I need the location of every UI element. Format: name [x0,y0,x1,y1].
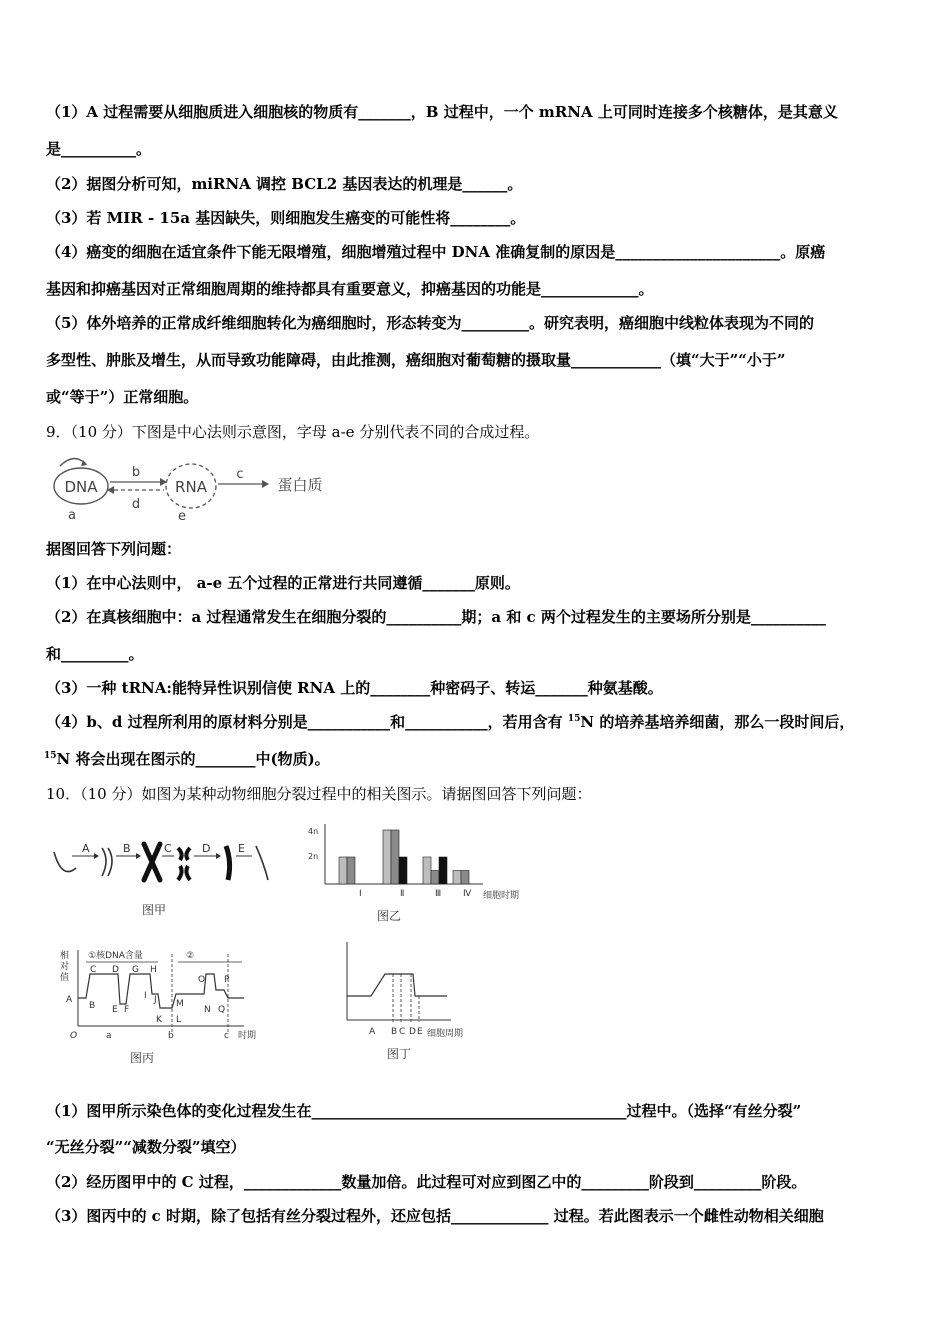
figure-bing [58,946,278,1068]
chromo-1 [54,852,76,872]
central-dogma-figure [48,452,338,524]
q10-line-3: （2）经历图甲中的 C 过程，_____________数量加倍。此过程可对应到图乙中的_________阶段到_________阶段。 [46,1173,807,1191]
label-a: a [68,508,76,523]
q9-stem-text: 下图是中心法则示意图，字母 a-e 分别代表不同的合成过程。 [131,423,540,441]
bing-letter-M: M [176,999,184,1009]
bing-letter-P: P [224,975,230,985]
chromo-4b [178,866,190,880]
q8-line-3: （2）据图分析可知，miRNA 调控 BCL2 基因表达的机理是______。 [46,175,523,193]
yi-xlabel: 细胞时期 [483,891,520,901]
q9-line-3: 和_________。 [46,645,144,663]
yi-bar-2-1 [383,830,391,884]
yi-caption: 图乙 [377,909,402,923]
bing-letter-I: I [144,991,147,1001]
q9-line-4: （3）一种 tRNA:能特异性识别信使 RNA 上的________种密码子、转运_______种氨基酸。 [46,679,663,697]
arrowhead-A [94,853,99,859]
yi-bar-3-2 [431,871,439,885]
q8-line-1: （1）A 过程需要从细胞质进入细胞核的物质有_______，B 过程中，一个 mRNA 上可同时连接多个核糖体，是其意义 [46,103,838,121]
ding-xtick-C: C [399,1027,406,1037]
bing-ylabel-3: 值 [60,973,70,983]
figure-ding [335,938,495,1062]
bing-ylabel-1: 相 [60,951,70,961]
bing-ylabel-2: 对 [60,962,70,972]
yi-bar-4-1 [453,871,461,885]
q10-number: 10．（10 分） [46,785,142,803]
bing-letter-G: G [132,965,139,975]
bing-curve [78,974,244,1008]
rna-label: RNA [175,478,207,496]
q10-stem-text: 如图为某种动物细胞分裂过程中的相关图示。请据图回答下列问题： [141,785,592,803]
figure-jia [50,832,280,922]
q9-line-5 [46,711,916,733]
chromo-6 [256,846,268,880]
ding-xtick-B: B [391,1027,398,1037]
q9-line-5a: （4）b、d 过程所利用的原材料分别是___________和___________，若用含有 [46,713,568,731]
bing-letter-D: D [112,965,119,975]
bing-letter-E: E [112,1005,118,1015]
bing-letter-C: C [90,965,97,975]
chromo-5 [226,846,230,880]
q8-line-9: 或“等于”）正常细胞。 [46,388,199,406]
chromo-2a [102,848,106,876]
arrowhead-c [262,480,269,488]
bing-letter-A: A [66,995,73,1005]
q9-sup-15a: 15 [567,714,581,724]
jia-label-B: B [123,842,131,855]
ding-curve [347,974,447,996]
q8-line-8: 多型性、肿胀及增生，从而导致功能障碍，由此推测，癌细胞对葡萄糖的摄取量____________（填“大于”“小于” [46,351,786,369]
bing-letter-B: B [89,1001,96,1011]
jia-caption: 图甲 [142,903,167,917]
figure-yi [305,818,535,928]
q9-line-2: （2）在真核细胞中：a 过程通常发生在细胞分裂的__________期；a 和 c 两个过程发生的主要场所分别是__________ [46,608,826,626]
q8-line-7: （5）体外培养的正常成纤维细胞转化为癌细胞时，形态转变为_________。研究表明，癌细胞中线粒体表现为不同的 [46,314,814,332]
q9-line-6 [44,748,914,770]
q8-line-2: 是__________。 [46,140,152,158]
q10-line-2: “无丝分裂”“减数分裂”填空） [46,1138,246,1156]
yi-bar-3-3 [439,857,447,884]
yi-bar-1-2 [347,857,355,884]
yi-cat-3: Ⅲ [435,889,442,899]
ding-xtick-E: E [417,1027,423,1037]
q8-line-5: （4）癌变的细胞在适宜条件下能无限增殖，细胞增殖过程中 DNA 准确复制的原因是______________________。原癌 [46,243,826,261]
q9-intro: 据图回答下列问题： [46,540,182,558]
q8-line-6: 基因和抑癌基因对正常细胞周期的维持都具有重要意义，抑癌基因的功能是_____________。 [46,280,654,298]
bing-letter-F: F [124,1005,130,1015]
yi-cat-4: Ⅳ [463,889,472,899]
q10-stem [46,783,916,805]
bing-letter-H: H [150,965,157,975]
chromo-4a [178,848,190,860]
label-d: d [131,497,141,512]
ding-xtick-D: D [409,1027,416,1037]
yi-cat-1: Ⅰ [359,889,362,899]
label-e: e [178,509,186,524]
bing-legend-2: ② [186,951,195,961]
yi-bar-2-3 [399,857,407,884]
jia-label-A: A [82,842,90,855]
label-c: c [236,467,244,482]
bing-letter-L: L [176,1015,182,1025]
bing-letter-N: N [204,1005,211,1015]
protein-label: 蛋白质 [277,476,323,494]
q10-line-1: （1）图甲所示染色体的变化过程发生在__________________________________________过程中。（选择“有丝分裂” [46,1102,802,1120]
jia-label-D: D [202,842,211,855]
bing-xtick-a: a [106,1031,112,1041]
jia-label-C: C [164,842,172,855]
bing-legend-1: ①核DNA含量 [88,951,143,961]
ding-xlabel: 细胞周期 [427,1029,464,1039]
q10-line-4: （3）图丙中的 c 时期，除了包括有丝分裂过程外，还应包括_____________ 过程。若此图表示一个雌性动物相关细胞 [46,1207,824,1225]
bing-xtick-c: c [224,1031,229,1041]
q9-line-5b: N 的培养基培养细菌，那么一段时间后， [580,713,855,731]
chromo-3 [144,844,160,880]
bing-xtick-O: O [70,1031,78,1041]
q9-stem [46,421,916,443]
yi-bar-2-2 [391,830,399,884]
bing-letter-Q: Q [218,1005,226,1015]
bing-letter-J: J [154,995,157,1005]
yi-ytick-2n: 2n [308,852,319,861]
yi-bar-1-1 [339,857,347,884]
jia-label-E: E [238,842,245,855]
arrowhead-B [136,853,141,859]
q9-sup-15b: 15 [44,751,57,761]
q8-line-4: （3）若 MIR - 15a 基因缺失，则细胞发生癌变的可能性将________。 [46,209,526,227]
dna-label: DNA [64,478,98,496]
yi-ytick-4n: 4n [308,827,319,836]
q9-line-1: （1）在中心法则中， a-e 五个过程的正常进行共同遵循_______原则。 [46,574,520,592]
bing-xtick-b: b [168,1031,174,1041]
arrowhead-D [216,853,221,859]
chromo-2b [108,848,112,876]
q9-line-6b: N 将会出现在图示的________中(物质)。 [56,750,330,768]
ding-caption: 图丁 [387,1047,412,1061]
ding-xtick-A: A [369,1027,376,1037]
bing-letter-O: O [198,975,206,985]
bing-letter-K: K [156,1015,162,1025]
yi-cat-2: Ⅱ [400,889,405,899]
label-b: b [131,465,141,480]
bing-caption: 图丙 [130,1051,155,1065]
yi-bar-3-1 [423,857,431,884]
bing-xlabel: 时期 [238,1031,257,1041]
q9-number: 9．（10 分） [46,423,132,441]
yi-bar-4-2 [461,871,469,885]
